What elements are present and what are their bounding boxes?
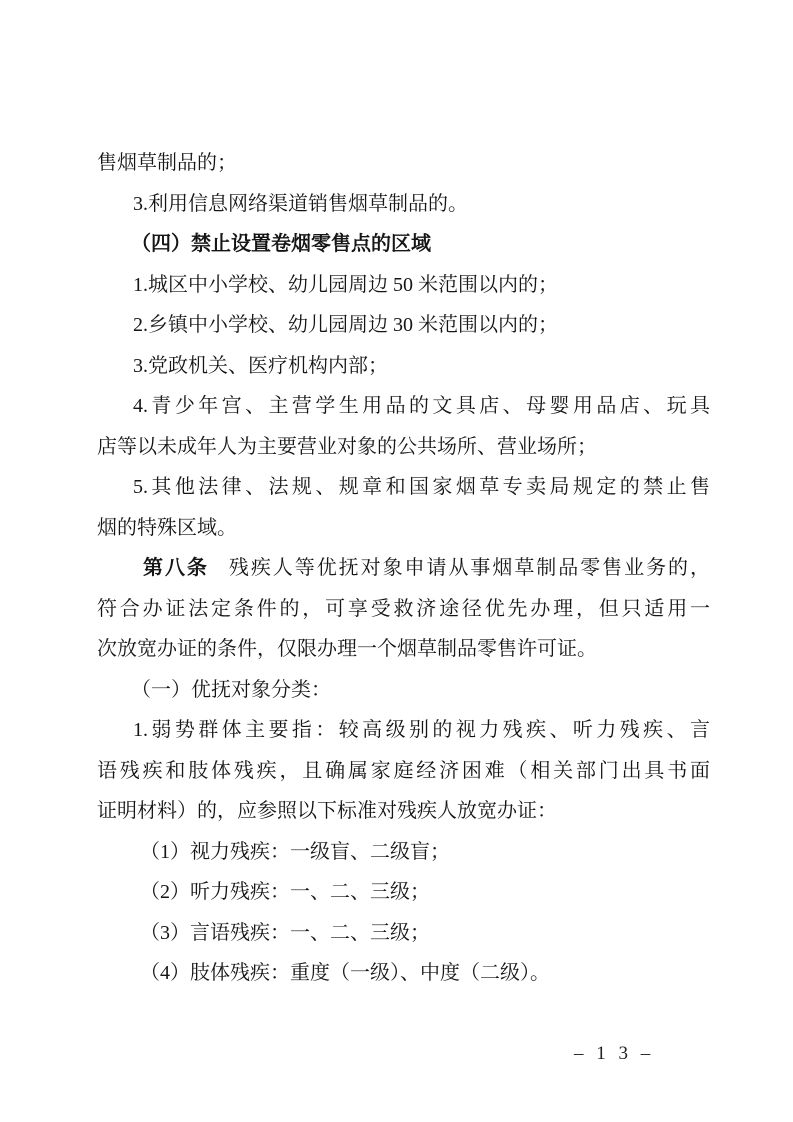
list-item: （4）肢体残疾：重度（一级）、中度（二级）。 bbox=[140, 962, 550, 984]
list-item: 2.乡镇中小学校、幼儿园周边 30 米范围以内的； bbox=[133, 314, 558, 336]
list-item: 4.青少年宫、主营学生用品的文具店、母婴用品店、玩具 bbox=[133, 395, 710, 417]
paragraph-continuation-line: 店等以未成年人为主要营业对象的公共场所、营业场所； bbox=[97, 436, 597, 458]
paragraph-continuation-line: 售烟草制品的； bbox=[97, 152, 237, 174]
list-item: （1）视力残疾：一级盲、二级盲； bbox=[140, 841, 450, 863]
list-item: 3.党政机关、医疗机构内部； bbox=[133, 355, 388, 377]
page-number: – 1 3 – bbox=[574, 1043, 655, 1064]
article-8-paragraph-line bbox=[143, 556, 710, 580]
list-item: 3.利用信息网络渠道销售烟草制品的。 bbox=[133, 193, 468, 215]
paragraph-continuation-line: 次放宽办证的条件，仅限办理一个烟草制品零售许可证。 bbox=[97, 638, 597, 660]
list-item: （3）言语残疾：一、二、三级； bbox=[140, 922, 430, 944]
list-item: 1.城区中小学校、幼儿园周边 50 米范围以内的； bbox=[133, 274, 558, 296]
paragraph-continuation-line: 符合办证法定条件的，可享受救济途径优先办理，但只适用一 bbox=[97, 598, 710, 620]
article-8-term: 第八条 bbox=[143, 557, 209, 579]
paragraph-continuation-line: 烟的特殊区域。 bbox=[97, 517, 237, 539]
subsection-heading-classification: （一）优抚对象分类： bbox=[131, 679, 331, 701]
list-item: 1.弱势群体主要指：较高级别的视力残疾、听力残疾、言 bbox=[133, 719, 710, 741]
list-item: 5.其他法律、法规、规章和国家烟草专卖局规定的禁止售 bbox=[133, 476, 710, 498]
list-item: （2）听力残疾：一、二、三级； bbox=[140, 881, 430, 903]
paragraph-continuation-line: 语残疾和肢体残疾，且确属家庭经济困难（相关部门出具书面 bbox=[97, 760, 710, 782]
article-8-text: 残疾人等优抚对象申请从事烟草制品零售业务的， bbox=[228, 557, 710, 579]
paragraph-continuation-line: 证明材料）的，应参照以下标准对残疾人放宽办证： bbox=[97, 800, 557, 822]
section-heading-prohibited-areas: （四）禁止设置卷烟零售点的区域 bbox=[131, 233, 431, 255]
